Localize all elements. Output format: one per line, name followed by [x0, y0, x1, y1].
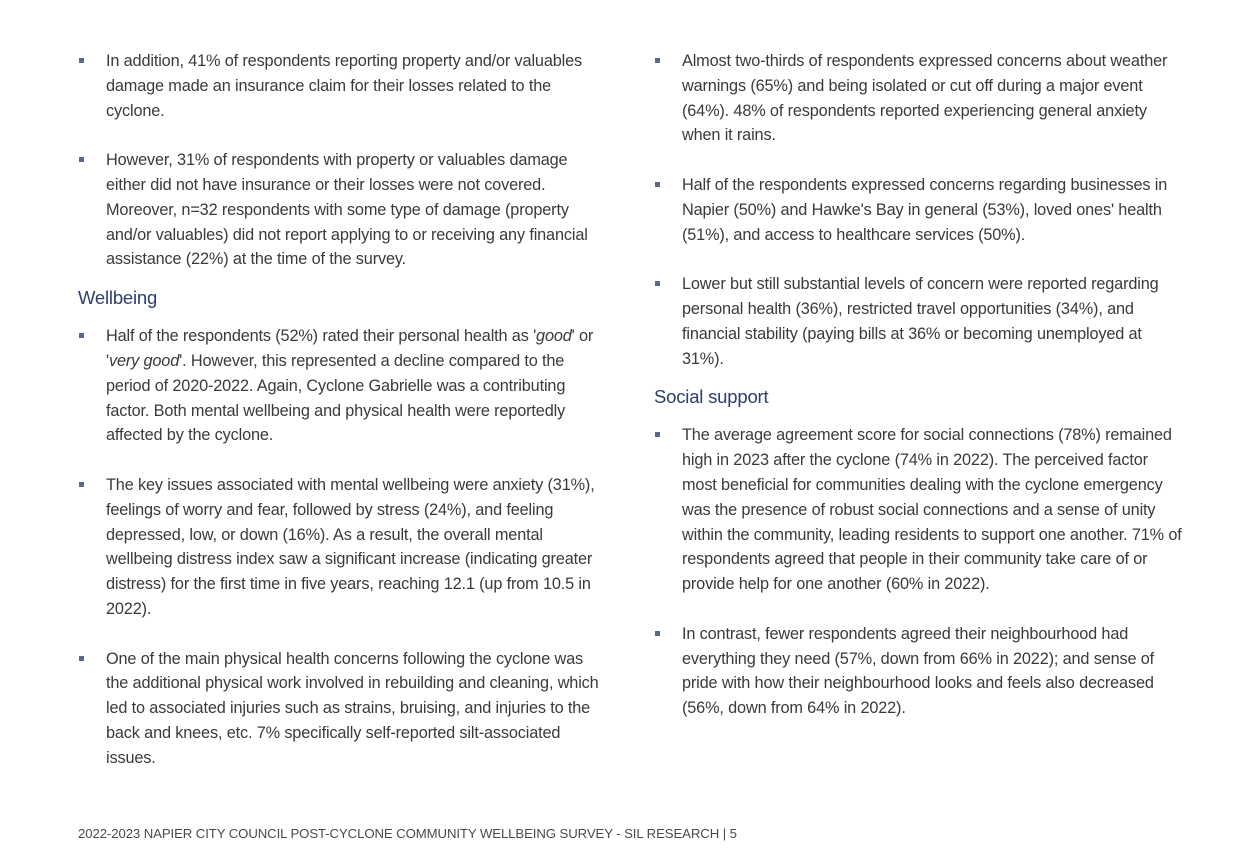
list-item-text: In addition, 41% of respondents reporting property and/or valuables damage made an insurance claim for their losses related to the cyclone.	[106, 52, 582, 120]
text-segment: '. However, this represented a decline compared to the period of 2020-2022. Again, Cyclone Gabrielle was a contributing factor. Both mental wellbeing and physical health were reportedly affected by the cyclone.	[106, 351, 566, 445]
list-item	[654, 272, 1184, 371]
square-bullet-icon	[655, 58, 660, 63]
bullet-list	[78, 324, 608, 770]
list-item-text: Half of the respondents expressed concerns regarding businesses in Napier (50%) and Hawke's Bay in general (53%), loved ones' health (51%), and access to healthcare services (50%).	[682, 175, 1168, 244]
emphasis-very-good: very good	[108, 351, 180, 370]
section-heading-wellbeing: Wellbeing	[78, 287, 158, 309]
emphasis-good: good	[536, 327, 572, 346]
bullet-list	[78, 49, 608, 272]
square-bullet-icon	[655, 281, 660, 286]
section-heading-social-support: Social support	[654, 386, 769, 408]
list-item-text: The average agreement score for social connections (78%) remained high in 2023 after the cyclone (74% in 2022). The perceived factor most beneficial for communities dealing with the cyclone emergency was the presence of robust social connections and a sense of unity within the community, leading residents to support one another. 71% of respondents agreed that people in their community take care of or provide help for one another (60% in 2022).	[682, 426, 1182, 594]
list-item	[78, 324, 608, 448]
square-bullet-icon	[655, 631, 660, 636]
square-bullet-icon	[79, 58, 84, 63]
list-item-text: Almost two-thirds of respondents expressed concerns about weather warnings (65%) and being isolated or cut off during a major event (64%). 48% of respondents reported experiencing general anxiety when it rains.	[682, 52, 1168, 145]
square-bullet-icon	[79, 157, 84, 162]
list-item	[78, 148, 608, 272]
square-bullet-icon	[655, 432, 660, 437]
list-item	[78, 647, 608, 771]
page-footer: 2022-2023 NAPIER CITY COUNCIL POST-CYCLONE COMMUNITY WELLBEING SURVEY - SIL RESEARCH | 5	[78, 826, 737, 841]
list-item	[654, 622, 1184, 721]
list-item-text: However, 31% of respondents with property or valuables damage either did not have insurance or their losses were not covered. Moreover, n=32 respondents with some type of damage (property and/or valuables) did not report applying to or receiving any financial assistance (22%) at the time of the survey.	[106, 151, 588, 269]
list-item	[78, 49, 608, 123]
text-segment: ' or '	[106, 327, 594, 370]
list-item-text	[106, 327, 593, 444]
list-item-text: The key issues associated with mental wellbeing were anxiety (31%), feelings of worry and fear, followed by stress (24%), and feeling depressed, low, or down (16%). As a result, the overall mental wellbeing distress index saw a significant increase (indicating greater distress) for the first time in five years, reaching 12.1 (up from 10.5 in 2022).	[106, 475, 595, 618]
square-bullet-icon	[79, 656, 84, 661]
list-item-text: Lower but still substantial levels of concern were reported regarding personal health (36%), restricted travel opportunities (34%), and financial stability (paying bills at 36% or becoming unemployed at 31%).	[682, 275, 1159, 368]
list-item	[654, 423, 1184, 597]
square-bullet-icon	[79, 333, 84, 338]
list-item-text: One of the main physical health concerns following the cyclone was the additional physical work involved in rebuilding and cleaning, which led to associated injuries such as strains, bruising, and injuries to the back and knees, etc. 7% specifically self-reported silt-associated issues.	[106, 649, 599, 767]
list-item	[78, 473, 608, 622]
bullet-list	[654, 49, 1184, 371]
list-item-text: In contrast, fewer respondents agreed their neighbourhood had everything they need (57%, down from 66% in 2022); and sense of pride with how their neighbourhood looks and feels also decreased (56%, down from 64% in 2022).	[682, 624, 1155, 718]
left-column	[78, 49, 608, 771]
square-bullet-icon	[655, 182, 660, 187]
bullet-list	[654, 423, 1184, 721]
text-segment: Half of the respondents (52%) rated their personal health as '	[106, 327, 537, 346]
list-item	[654, 173, 1184, 247]
right-column	[654, 49, 1184, 721]
list-item	[654, 49, 1184, 148]
square-bullet-icon	[79, 482, 84, 487]
